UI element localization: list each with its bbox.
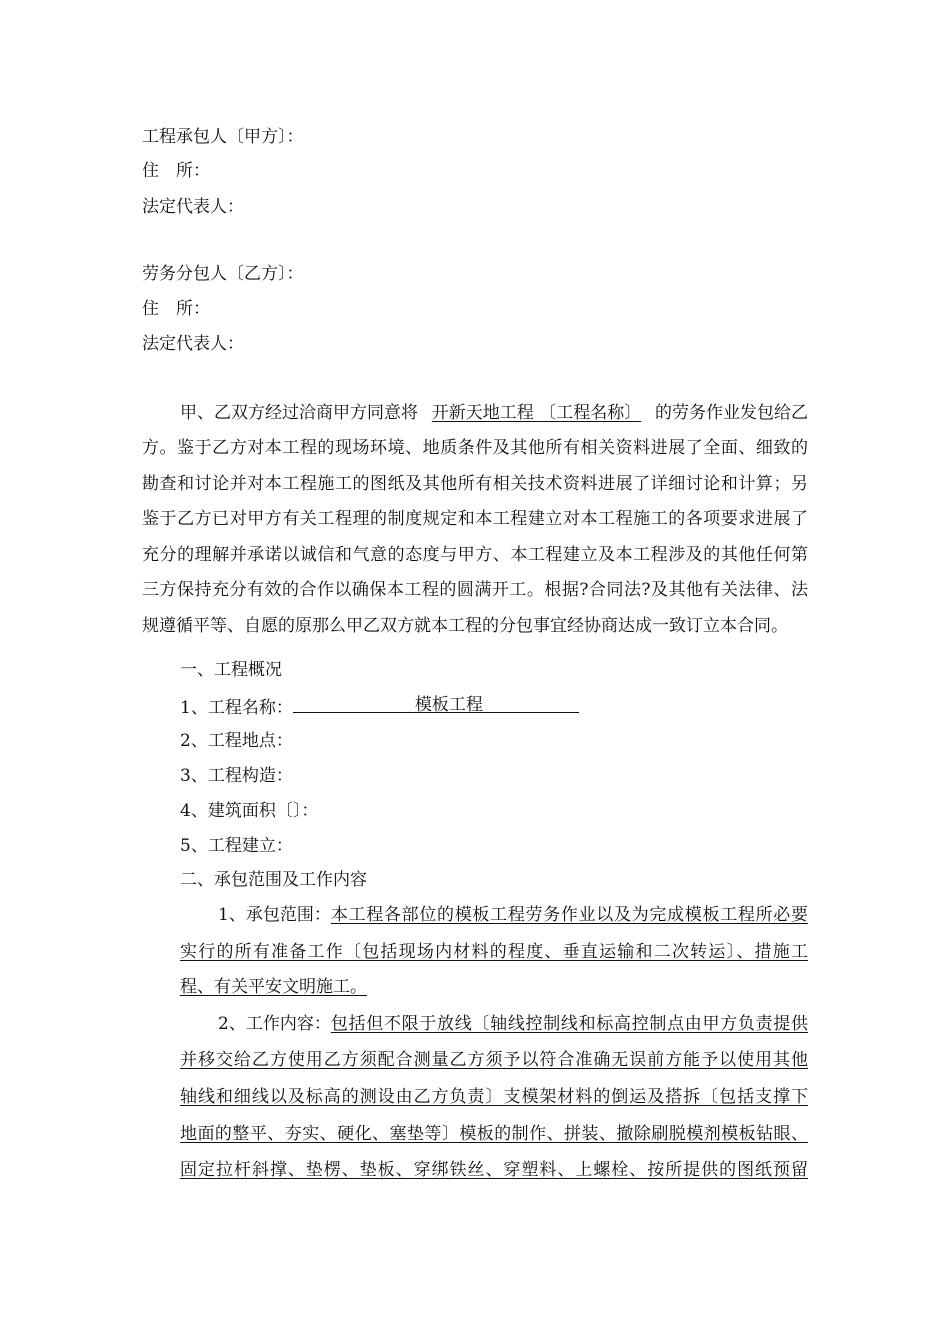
subcontractor-address-label: 住 所： [142, 299, 210, 319]
intro-line: 勘查和讨论并对本工程施工的图纸及其他所有相关技术资料进展了详细讨论和计算；另 [142, 474, 808, 494]
project-name-label: 1、工程名称： [180, 698, 293, 718]
building-area-label: 4、建筑面积〔〕： [180, 801, 319, 821]
content-text: 包括但不限于放线〔轴线控制线和标高控制点由甲方负责提供 [330, 1014, 808, 1034]
scope-text: 本工程各部位的模板工程劳务作业以及为完成模板工程所必要 [330, 905, 808, 925]
section2-heading: 二、承包范围及工作内容 [180, 870, 367, 890]
intro-line: 规遵循平等、自愿的原那么甲乙双方就本工程的分包事宜经协商达成一致订立本合同。 [142, 616, 788, 636]
scope-text: 实行的所有准备工作〔包括现场内材料的程度、垂直运输和二次转运〕、措施工 [180, 942, 808, 962]
content-text: 地面的整平、夯实、硬化、塞垫等〕模板的制作、拼装、撤除刷脱模剂模板钻眼、 [180, 1124, 808, 1144]
subcontractor-rep-label: 法定代表人： [142, 334, 244, 354]
scope-text: 程、有关平安文明施工。 [180, 977, 367, 997]
project-name-value: 模板工程 [414, 695, 483, 715]
content-text: 固定拉杆斜撑、垫楞、垫板、穿绑铁丝、穿塑料、上螺栓、按所提供的图纸预留 [180, 1160, 808, 1180]
project-location-label: 2、工程地点： [180, 731, 293, 751]
project-structure-label: 3、工程构造： [180, 766, 293, 786]
contractor-label: 工程承包人〔甲方〕： [142, 127, 304, 147]
intro-line-1 [180, 402, 808, 424]
intro-line: 三方保持充分有效的合作以确保本工程的圆满开工。根据?合同法?及其他有关法律、法 [142, 580, 808, 600]
intro-line: 方。鉴于乙方对本工程的现场环境、地质条件及其他所有相关资料进展了全面、细致的 [142, 438, 808, 458]
section1-heading: 一、工程概况 [180, 660, 282, 680]
scope-label: 1、承包范围： [218, 905, 331, 925]
project-name-row [180, 694, 579, 719]
contractor-address-label: 住 所： [142, 161, 210, 181]
intro-line: 鉴于乙方已对甲方有关工程理的制度规定和本工程建立对本工程施工的各项要求进展了 [142, 509, 808, 529]
content-text: 轴线和细线以及标高的测设由乙方负责〕支模架材料的倒运及搭拆〔包括支撑下 [180, 1087, 808, 1107]
scope-line-1 [218, 904, 808, 926]
project-name-field: 开新天地工程 〔工程名称〕 [431, 403, 642, 423]
contractor-rep-label: 法定代表人： [142, 197, 244, 217]
content-text: 并移交给乙方使用乙方须配合测量乙方须予以符合准确无误前方能予以使用其他 [180, 1050, 808, 1070]
intro-line-1-post: 的劳务作业发包给乙 [655, 403, 808, 423]
project-builder-label: 5、工程建立： [180, 836, 293, 856]
content-label: 2、工作内容： [218, 1014, 331, 1034]
intro-line: 充分的理解并承诺以诚信和气意的态度与甲方、本工程建立及本工程涉及的其他任何第 [142, 545, 808, 565]
project-name-blank [293, 694, 579, 713]
intro-line-1-pre: 甲、乙双方经过洽商甲方同意将 [180, 403, 418, 423]
content-line-1 [218, 1013, 808, 1035]
subcontractor-label: 劳务分包人〔乙方〕： [142, 264, 304, 284]
